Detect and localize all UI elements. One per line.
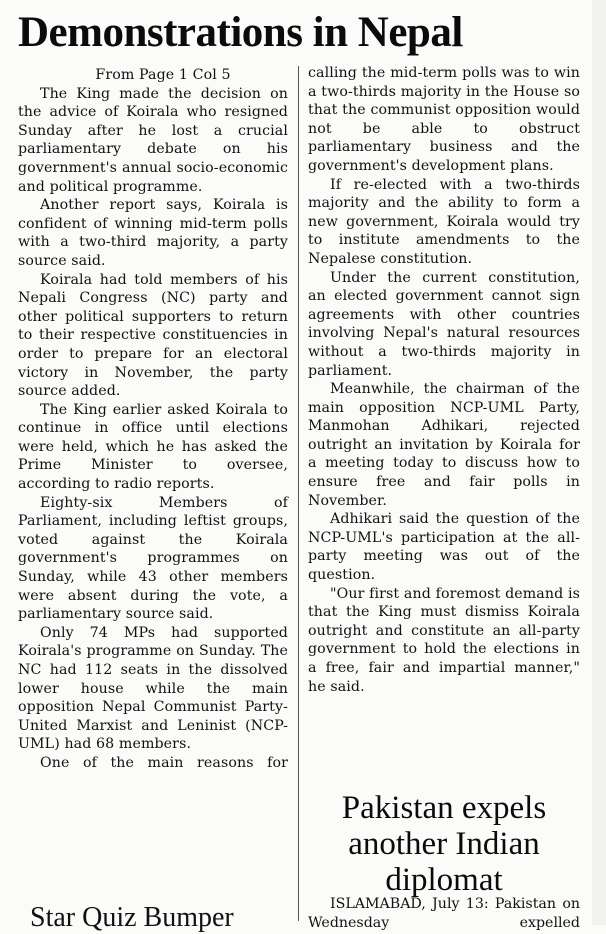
article-column-1 <box>18 66 288 773</box>
paragraph: If re-elected with a two-thirds majority and the ability to form a new government, Koirala would try to institute amendments to the Nepalese constitution. <box>308 176 580 267</box>
paragraph: "Our first and foremost demand is that the King must dismiss Koirala outright and constitute an all-party government to hold the elections in a free, fair and impartial manner," he said. <box>308 585 580 695</box>
second-story-headline: Pakistan expels another Indian diplomat <box>341 790 547 898</box>
paragraph: Adhikari said the question of the NCP-UML's participation at the all-party meeting was out of the question. <box>308 511 580 584</box>
paragraph: Only 74 MPs had supported Koirala's programme on Sunday. The NC had 112 seats in the dissolved lower house while the main opposition Nepal Communist Party-United Marxist and Leninist (NCP-UML) had 68 members. <box>18 624 288 753</box>
column-divider <box>298 66 299 921</box>
paragraph: Eighty-six Members of Parliament, including leftist groups, voted against the Koirala government's programmes on Sunday, while 43 other members were absent during the vote, a parliamentary source said. <box>18 494 288 623</box>
paragraph: Koirala had told members of his Nepali Congress (NC) party and other political supporters to return to their respective constituencies in order to prepare for an electoral victory in November, the party source added. <box>18 271 288 400</box>
next-story-headline: Star Quiz Bumper <box>30 902 234 933</box>
paragraph-continued: One of the main reasons for <box>40 754 288 771</box>
adjacent-column-edge <box>592 0 606 925</box>
paragraph: Another report says, Koirala is confident of winning mid-term polls with a two-third majority, a party source said. <box>18 197 288 269</box>
paragraph: The King made the decision on the advice of Koirala who resigned Sunday after he lost a crucial parliamentary debate on his government's annual socio-economic and political programme. <box>18 85 288 195</box>
paragraph: The King earlier asked Koirala to continue in office until elections were held, which he has asked the Prime Minister to oversee, according to radio reports. <box>18 401 288 493</box>
dateline: From Page 1 Col 5 <box>95 67 231 83</box>
paragraph: Under the current constitution, an elected government cannot sign agreements with other countries involving Nepal's natural resources without a two-thirds majority in parliament. <box>308 269 580 379</box>
second-story-lead: ISLAMABAD, July 13: Pakistan on Wednesday expelled <box>308 896 580 931</box>
paragraph-continuation: calling the mid-term polls was to win a two-thirds majority in the House so that the communist opposition would not be able to obstruct parliamentary business and the government's development plans. <box>308 65 580 174</box>
paragraph: Meanwhile, the chairman of the main opposition NCP-UML Party, Manmohan Adhikari, rejected outright an invitation by Koirala for a meeting today to discuss how to ensure free and fair polls in November. <box>308 381 580 509</box>
article-column-2 <box>308 64 580 696</box>
headline: Demonstrations in Nepal <box>18 9 463 56</box>
